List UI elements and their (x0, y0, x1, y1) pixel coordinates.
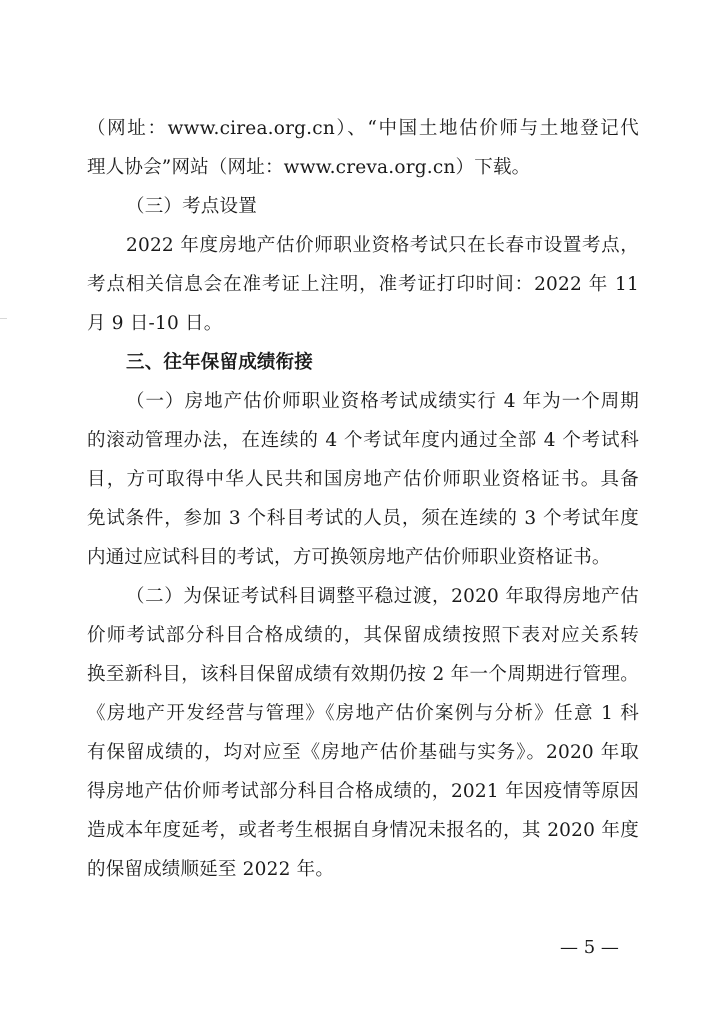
text-line: （二）为保证考试科目调整平稳过渡，2020 年取得房地产估 (126, 586, 639, 607)
text-line: 换至新科目，该科目保留成绩有效期仍按 2 年一个周期进行管理。 (87, 664, 639, 685)
text-line: 月 9 日-10 日。 (87, 313, 223, 334)
text-line: 造成本年度延考，或者考生根据自身情况未报名的，其 2020 年度 (87, 820, 639, 841)
section-subheading: （三）考点设置 (126, 196, 257, 217)
text-line: 的滚动管理办法，在连续的 4 个考试年度内通过全部 4 个考试科 (87, 430, 639, 451)
text-line: （一）房地产估价师职业资格考试成绩实行 4 年为一个周期 (126, 391, 639, 412)
text-line: 理人协会”网站（网址：www.creva.org.cn）下载。 (87, 157, 531, 178)
text-line: 内通过应试科目的考试，方可换领房地产估价师职业资格证书。 (87, 547, 611, 568)
text-line: 价师考试部分科目合格成绩的，其保留成绩按照下表对应关系转 (87, 625, 639, 646)
text-line: 目，方可取得中华人民共和国房地产估价师职业资格证书。具备 (87, 469, 639, 490)
fold-mark (0, 318, 7, 319)
text-line: （网址：www.cirea.org.cn）、“中国土地估价师与土地登记代 (87, 118, 639, 139)
section-heading: 三、往年保留成绩衔接 (126, 352, 314, 373)
text-line: 的保留成绩顺延至 2022 年。 (87, 859, 335, 880)
page-number: — 5 — (560, 937, 619, 958)
text-line: 考点相关信息会在准考证上注明，准考证打印时间：2022 年 11 (87, 274, 639, 295)
text-line: 有保留成绩的，均对应至《房地产估价基础与实务》。2020 年取 (87, 742, 639, 763)
text-line: 免试条件，参加 3 个科目考试的人员，须在连续的 3 个考试年度 (87, 508, 639, 529)
text-line: 得房地产估价师考试部分科目合格成绩的，2021 年因疫情等原因 (87, 781, 639, 802)
text-line: 《房地产开发经营与管理》《房地产估价案例与分析》任意 1 科 (87, 703, 639, 724)
text-line: 2022 年度房地产估价师职业资格考试只在长春市设置考点， (126, 235, 639, 256)
